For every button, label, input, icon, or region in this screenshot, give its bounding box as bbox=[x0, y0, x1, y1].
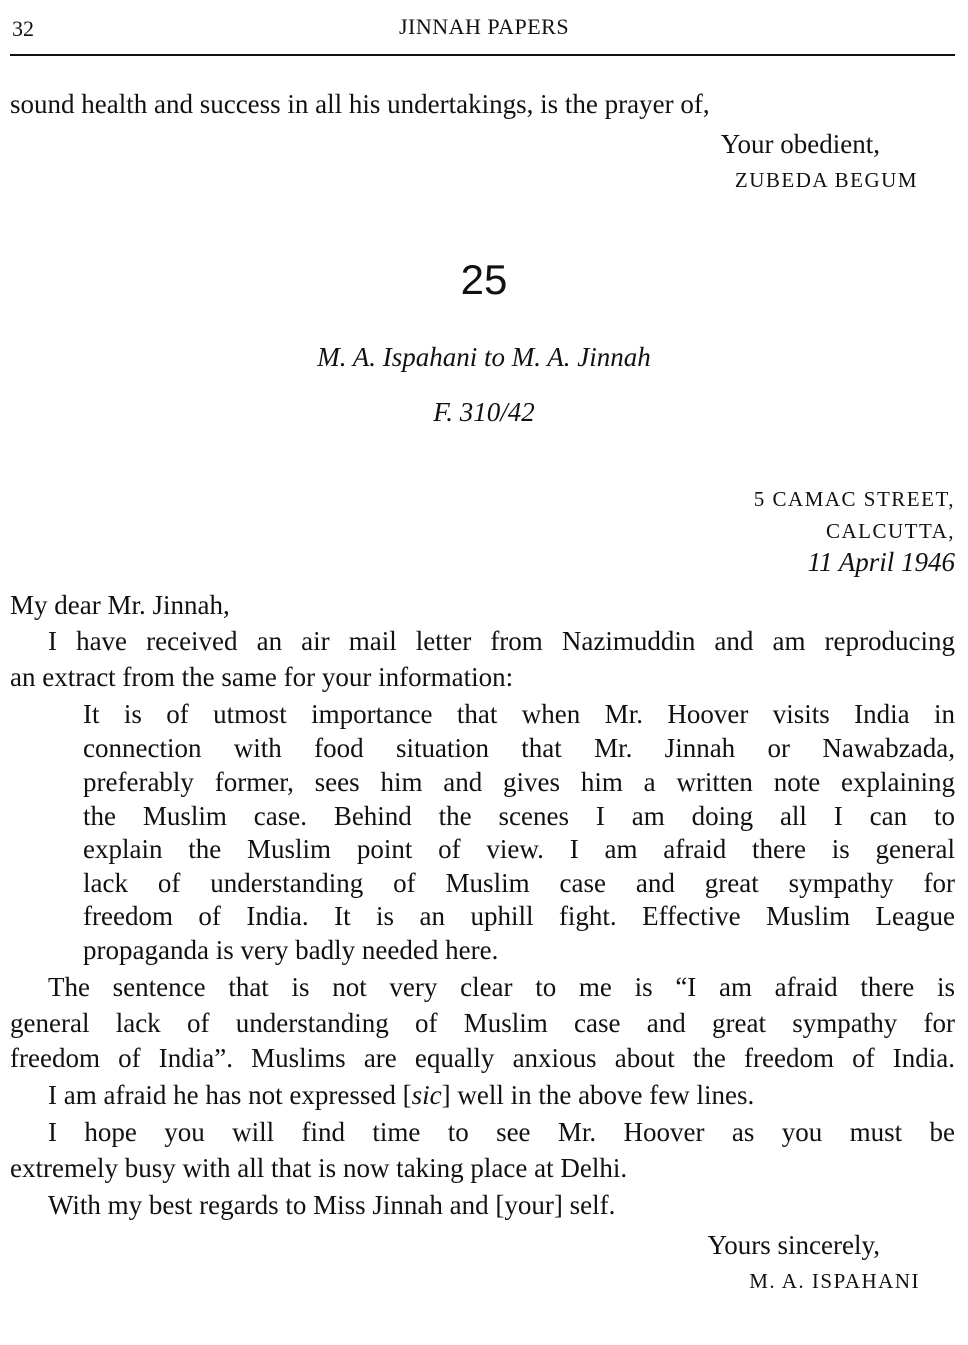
quote-line: explain the Muslim point of view. I am afraid there is general bbox=[83, 834, 955, 864]
document-number: 25 bbox=[460, 256, 508, 303]
quote-line: freedom of India. It is an uphill fight. Effective Muslim League bbox=[83, 901, 955, 931]
quote-line: It is of utmost importance that when Mr. Hoover visits India in bbox=[83, 699, 955, 729]
salutation: My dear Mr. Jinnah, bbox=[10, 590, 230, 620]
quote-line: propaganda is very badly needed here. bbox=[83, 935, 499, 965]
preceding-signature: ZUBEDA BEGUM bbox=[734, 168, 918, 192]
sic-marker: sic bbox=[411, 1080, 442, 1110]
para2-line: freedom of India”. Muslims are equally anxious about the freedom of India. bbox=[10, 1043, 955, 1073]
para2-line: The sentence that is not very clear to me is “I am afraid there is bbox=[48, 972, 955, 1002]
para1-line: I have received an air mail letter from Nazimuddin and am reproducing bbox=[48, 626, 955, 656]
para3-text-after: ] well in the above few lines. bbox=[441, 1080, 755, 1110]
para4-line: extremely busy with all that is now taking place at Delhi. bbox=[10, 1153, 628, 1183]
address-street: 5 CAMAC STREET, bbox=[753, 487, 955, 511]
preceding-closing: Your obedient, bbox=[720, 129, 880, 159]
para3-text-before: I am afraid he has not expressed [ bbox=[48, 1080, 412, 1110]
para4-line: I hope you will find time to see Mr. Hoover as you must be bbox=[48, 1117, 955, 1147]
running-title: JINNAH PAPERS bbox=[398, 14, 570, 39]
preceding-last-line: sound health and success in all his undertakings, is the prayer of, bbox=[10, 89, 710, 119]
letter-date: 11 April 1946 bbox=[807, 547, 955, 577]
letter-signature: M. A. ISPAHANI bbox=[749, 1269, 920, 1293]
para5-line: With my best regards to Miss Jinnah and [your] self. bbox=[48, 1190, 616, 1220]
para2-line: general lack of understanding of Muslim case and great sympathy for bbox=[10, 1008, 955, 1038]
letter-closing: Yours sincerely, bbox=[707, 1230, 880, 1260]
quote-line: connection with food situation that Mr. Jinnah or Nawabzada, bbox=[83, 733, 955, 763]
header-rule bbox=[10, 54, 955, 56]
page-number: 32 bbox=[12, 16, 34, 41]
address-city: CALCUTTA, bbox=[825, 519, 955, 543]
quote-line: preferably former, sees him and gives him a written note explaining bbox=[83, 767, 955, 797]
document-title: M. A. Ispahani to M. A. Jinnah bbox=[317, 342, 651, 372]
file-reference: F. 310/42 bbox=[433, 397, 535, 427]
quote-line: the Muslim case. Behind the scenes I am doing all I can to bbox=[83, 801, 955, 831]
para1-line: an extract from the same for your information: bbox=[10, 662, 514, 692]
para3-line bbox=[48, 1078, 955, 1112]
quote-line: lack of understanding of Muslim case and great sympathy for bbox=[83, 868, 955, 898]
